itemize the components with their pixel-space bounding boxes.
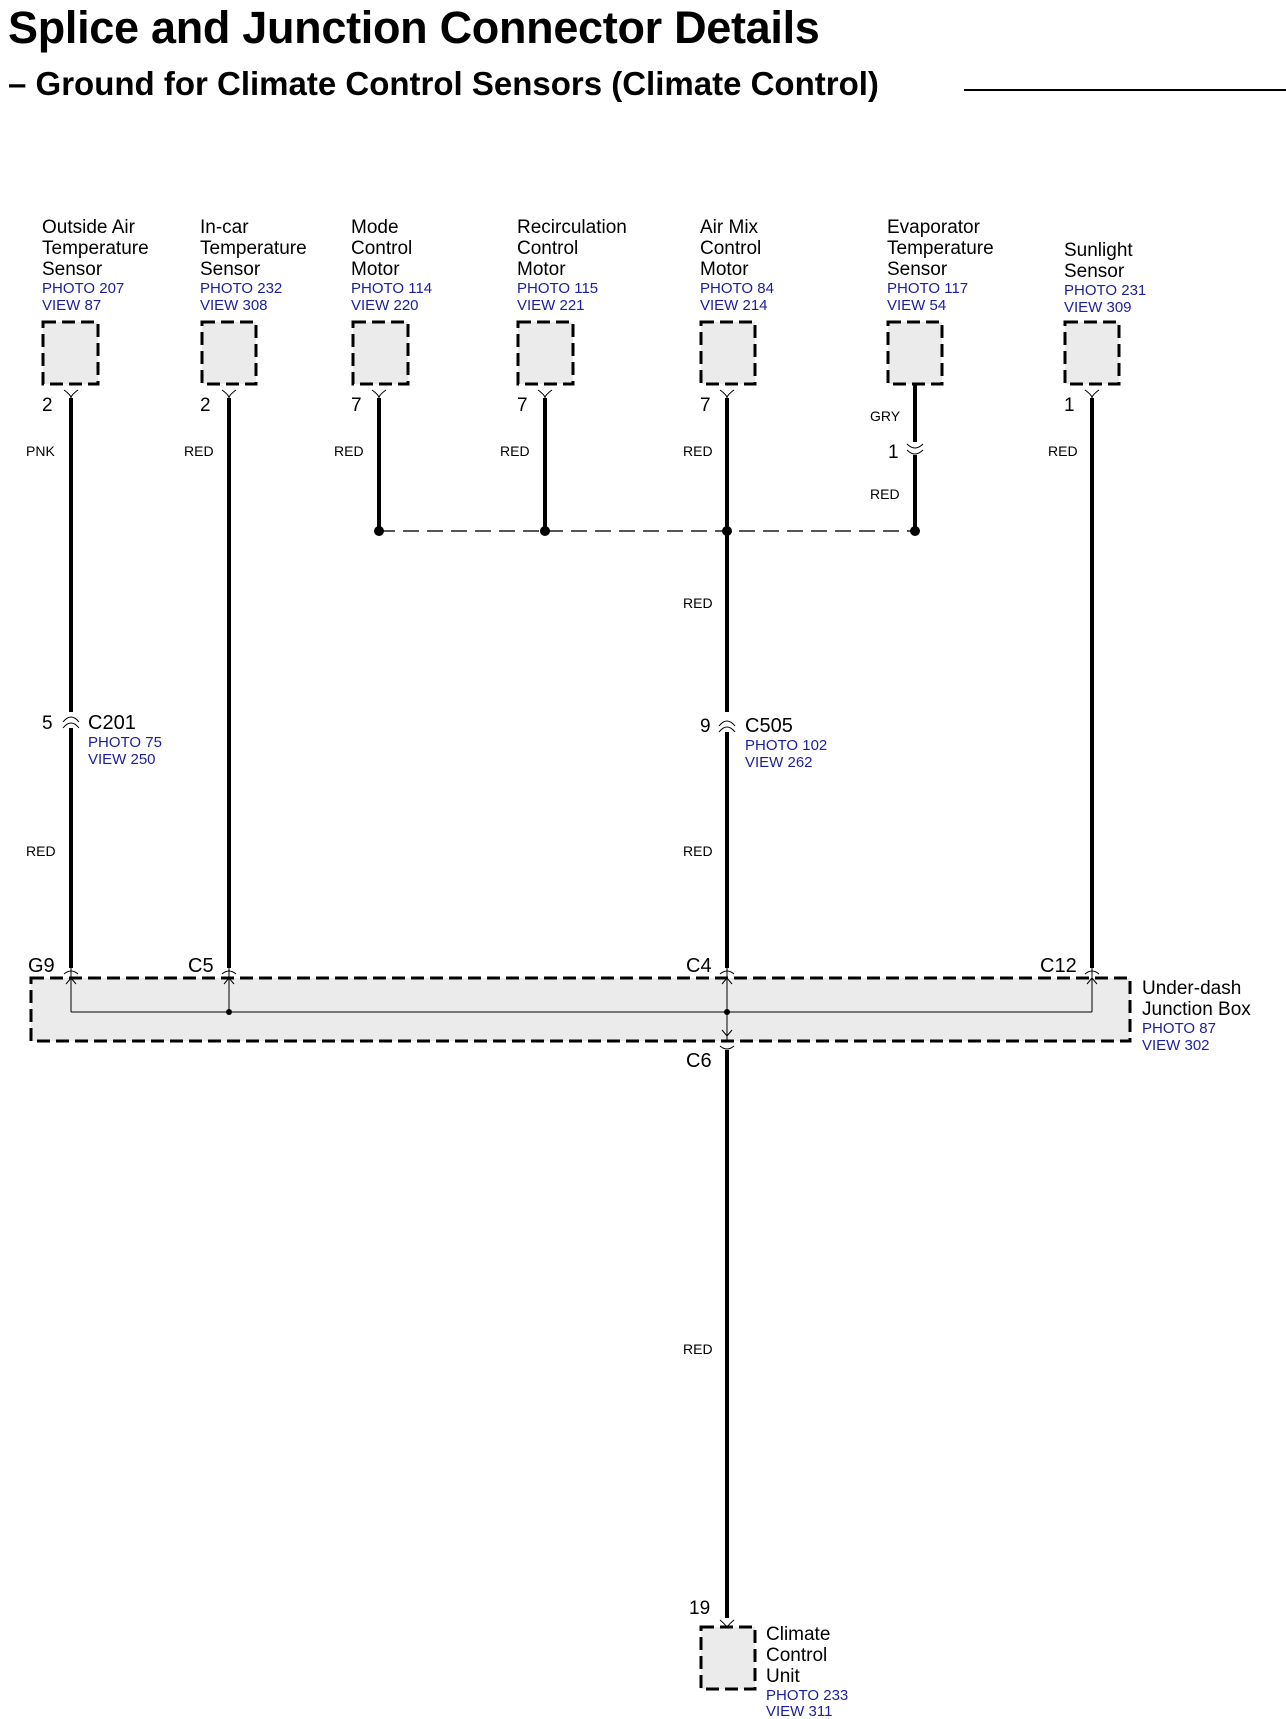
terminal-symbol [372, 390, 386, 398]
outside-air-temperature-sensor[interactable] [42, 217, 149, 384]
pin-number: 7 [700, 395, 711, 416]
view-reference-link: VIEW 250 [88, 751, 156, 768]
pin-number: 19 [689, 1598, 711, 1619]
component-name-line: Sensor [42, 259, 103, 280]
wire-color-label: RED [26, 843, 56, 859]
wire-color-label: RED [683, 595, 713, 611]
wire-color-label: PNK [26, 443, 55, 459]
wire-color-label: RED [1048, 443, 1078, 459]
inline-connector-symbol [719, 721, 735, 732]
ground-splice [374, 526, 920, 536]
evaporator-inline-connector[interactable] [888, 442, 923, 463]
pin-number: 7 [517, 395, 528, 416]
splice-dot [722, 526, 732, 536]
pin-number: 7 [351, 395, 362, 416]
view-reference-link[interactable]: VIEW 309 [1064, 299, 1132, 316]
component-name-line: Motor [351, 259, 400, 280]
wire-color-label: RED [683, 1341, 713, 1357]
component-name-line: Motor [700, 259, 749, 280]
component-name-line: Air Mix [700, 217, 759, 238]
photo-reference-link[interactable]: PHOTO 87 [1142, 1020, 1216, 1037]
pin-number: 9 [700, 716, 711, 737]
view-reference-link[interactable]: VIEW 54 [887, 297, 947, 314]
splice-dot [540, 526, 550, 536]
component-name-line: Sunlight [1064, 240, 1133, 261]
component-name-line: Temperature [42, 238, 149, 259]
page-subtitle: – Ground for Climate Control Sensors (Climate Control) [8, 65, 879, 102]
view-reference-link[interactable]: VIEW 87 [42, 297, 102, 314]
terminal-symbol [720, 390, 734, 398]
component-name-line: Temperature [887, 238, 994, 259]
terminal-label-c5: C5 [188, 955, 214, 977]
photo-reference-link[interactable]: PHOTO 84 [700, 280, 774, 297]
component-connector-box [518, 322, 573, 384]
pin-number: 1 [888, 442, 899, 463]
component-name-line: Outside Air [42, 217, 135, 238]
photo-reference-link[interactable]: PHOTO 115 [517, 280, 599, 297]
connector-label: C505 [745, 715, 793, 737]
pin-number: 2 [42, 395, 53, 416]
photo-reference-link: PHOTO 102 [745, 737, 828, 754]
inline-connector-symbol [907, 444, 923, 454]
view-reference-link[interactable]: VIEW 220 [351, 297, 419, 314]
connector-c505[interactable] [700, 715, 827, 771]
connector-c201[interactable] [42, 712, 162, 768]
splice-dot [910, 526, 920, 536]
component-name-line: Control [766, 1645, 828, 1666]
terminal-label-c6: C6 [686, 1050, 712, 1072]
connector-label: C201 [88, 712, 136, 734]
terminal-label-c4: C4 [686, 955, 712, 977]
terminal-symbol [222, 390, 236, 398]
component-name-line: Evaporator [887, 217, 980, 238]
component-name-line: Junction Box [1142, 999, 1251, 1020]
wire-color-label: RED [500, 443, 530, 459]
terminal-symbol [64, 390, 78, 398]
component-name-line: Climate [766, 1624, 831, 1645]
component-name-line: Mode [351, 217, 399, 238]
in-car-temperature-sensor[interactable] [200, 217, 307, 384]
wire-color-label: GRY [870, 408, 901, 424]
photo-reference-link: PHOTO 75 [88, 734, 162, 751]
pin-number: 5 [42, 713, 53, 734]
wire-color-label: RED [184, 443, 214, 459]
view-reference-link[interactable]: VIEW 308 [200, 297, 268, 314]
view-reference-link[interactable]: VIEW 221 [517, 297, 585, 314]
inline-connector-symbol [63, 717, 79, 728]
photo-reference-link[interactable]: PHOTO 207 [42, 280, 125, 297]
view-reference-link[interactable]: VIEW 311 [766, 1703, 833, 1719]
component-name-line: Sensor [1064, 261, 1125, 282]
photo-reference-link[interactable]: PHOTO 114 [351, 280, 433, 297]
component-connector-box [43, 322, 98, 384]
component-name-line: In-car [200, 217, 249, 238]
view-reference-link: VIEW 262 [745, 754, 813, 771]
component-name-line: Control [351, 238, 413, 259]
terminal-symbol [1085, 390, 1099, 398]
photo-reference-link[interactable]: PHOTO 231 [1064, 282, 1147, 299]
view-reference-link[interactable]: VIEW 214 [700, 297, 768, 314]
mode-control-motor[interactable] [351, 217, 432, 384]
component-name-line: Sensor [887, 259, 948, 280]
wire-color-label: RED [334, 443, 364, 459]
component-name-line: Temperature [200, 238, 307, 259]
component-name-line: Under-dash [1142, 978, 1242, 999]
component-name-line: Recirculation [517, 217, 627, 238]
page-title: Splice and Junction Connector Details [8, 2, 820, 53]
component-connector-box [888, 322, 942, 384]
component-connector-box [701, 1627, 755, 1689]
terminal-label-g9: G9 [28, 955, 55, 977]
component-name-line: Control [517, 238, 579, 259]
component-connector-box [701, 322, 755, 384]
component-name-line: Sensor [200, 259, 261, 280]
wire-color-label: RED [683, 843, 713, 859]
pin-number: 1 [1064, 395, 1075, 416]
sunlight-sensor[interactable] [1064, 240, 1146, 384]
climate-control-unit[interactable] [689, 1598, 848, 1719]
view-reference-link[interactable]: VIEW 302 [1142, 1037, 1210, 1054]
wire-color-label: RED [683, 443, 713, 459]
terminal-symbol [538, 390, 552, 398]
component-name-line: Unit [766, 1666, 800, 1687]
photo-reference-link[interactable]: PHOTO 117 [887, 280, 969, 297]
terminal-symbol [720, 1046, 734, 1049]
component-connector-box [202, 322, 256, 384]
recirculation-control-motor[interactable] [517, 217, 627, 384]
component-connector-box [353, 322, 408, 384]
air-mix-control-motor[interactable] [700, 217, 774, 384]
component-name-line: Control [700, 238, 762, 259]
component-name-line: Motor [517, 259, 566, 280]
photo-reference-link[interactable]: PHOTO 233 [766, 1687, 849, 1704]
splice-dot [374, 526, 384, 536]
terminal-label-c12: C12 [1040, 955, 1077, 977]
junction-box-outline [31, 978, 1130, 1041]
wire-color-label: RED [870, 486, 900, 502]
evaporator-temperature-sensor[interactable] [887, 217, 994, 384]
photo-reference-link[interactable]: PHOTO 232 [200, 280, 283, 297]
pin-number: 2 [200, 395, 211, 416]
component-connector-box [1065, 322, 1119, 384]
under-dash-junction-box[interactable] [31, 978, 1251, 1054]
